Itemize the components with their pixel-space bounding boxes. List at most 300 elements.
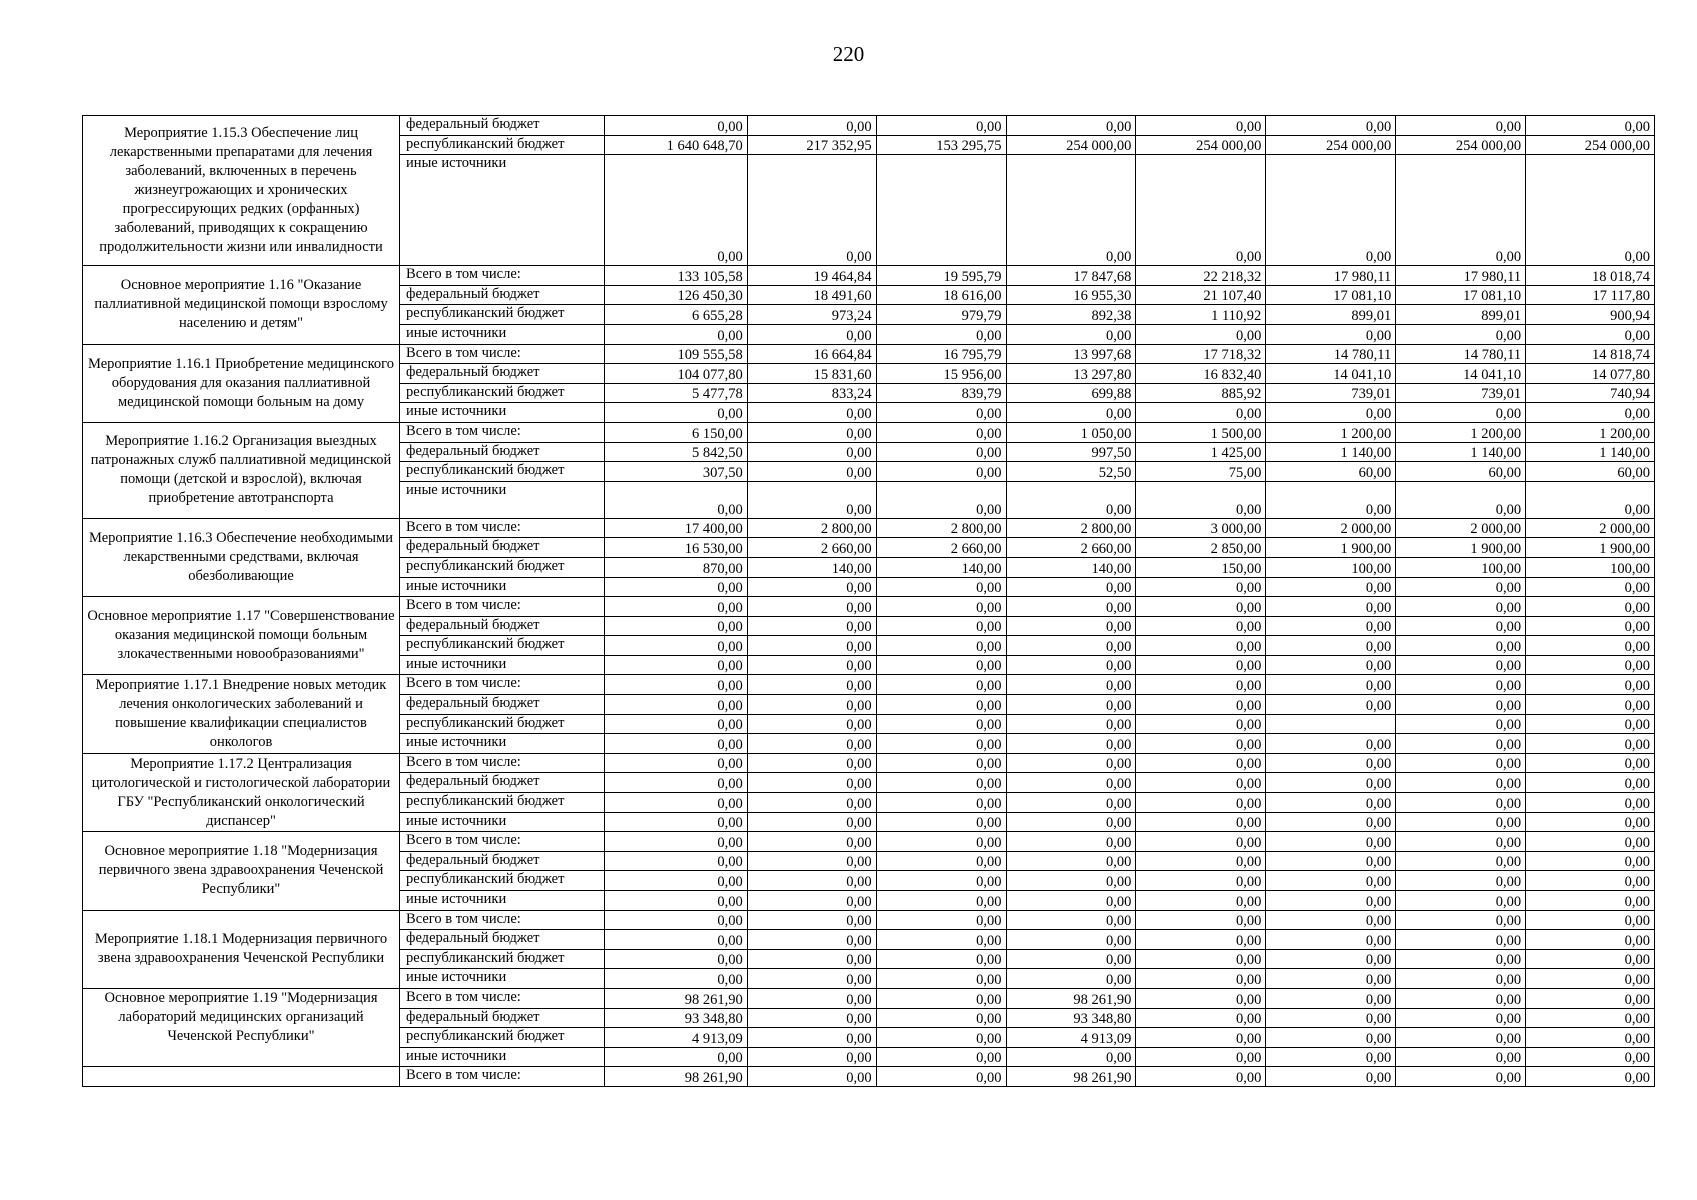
- amount-cell: 0,00: [747, 1067, 876, 1087]
- amount-cell: 0,00: [1136, 851, 1266, 871]
- amount-cell: 0,00: [747, 462, 876, 482]
- amount-cell: 22 218,32: [1136, 266, 1266, 286]
- amount-cell: 1 500,00: [1136, 422, 1266, 442]
- amount-cell: 0,00: [604, 616, 747, 636]
- amount-cell: 133 105,58: [604, 266, 747, 286]
- activity-name-cell: Основное мероприятие 1.16 "Оказание паллиативной медицинской помощи взрослому населению и детям": [83, 266, 400, 344]
- amount-cell: 307,50: [604, 462, 747, 482]
- amount-cell: 0,00: [604, 969, 747, 989]
- amount-cell: 0,00: [1136, 577, 1266, 597]
- amount-cell: 0,00: [1396, 1008, 1526, 1028]
- amount-cell: 0,00: [1526, 577, 1655, 597]
- amount-cell: 14 041,10: [1266, 364, 1396, 384]
- amount-cell: 0,00: [876, 675, 1006, 695]
- amount-cell: 98 261,90: [1006, 988, 1136, 1008]
- amount-cell: 0,00: [604, 793, 747, 813]
- amount-cell: 2 660,00: [1006, 538, 1136, 558]
- amount-cell: 0,00: [1006, 851, 1136, 871]
- amount-cell: 14 780,11: [1266, 344, 1396, 364]
- activity-name-cell: Мероприятие 1.15.3 Обеспечение лиц лекарственными препаратами для лечения заболеваний, включенных в перечень жизнеугрожающих и хронических прогрессирующих редких (орфанных) заболеваний, приводящих к сокращению продолжительности жизни или инвалидности: [83, 116, 400, 266]
- funding-source-cell: федеральный бюджет: [400, 616, 605, 636]
- amount-cell: 1 640 648,70: [604, 135, 747, 155]
- amount-cell: 0,00: [1136, 636, 1266, 656]
- amount-cell: 0,00: [747, 116, 876, 136]
- amount-cell: 0,00: [1526, 636, 1655, 656]
- amount-cell: 0,00: [1396, 155, 1526, 266]
- amount-cell: 0,00: [1526, 793, 1655, 813]
- amount-cell: 0,00: [876, 773, 1006, 793]
- amount-cell: 0,00: [1006, 655, 1136, 675]
- amount-cell: 0,00: [1266, 636, 1396, 656]
- amount-cell: 0,00: [747, 891, 876, 911]
- amount-cell: 60,00: [1526, 462, 1655, 482]
- amount-cell: 0,00: [1396, 753, 1526, 773]
- amount-cell: 739,01: [1266, 383, 1396, 403]
- amount-cell: 0,00: [1266, 1067, 1396, 1087]
- amount-cell: 0,00: [1526, 714, 1655, 734]
- activity-name-cell: Мероприятие 1.18.1 Модернизация первичного звена здравоохранения Чеченской Республики: [83, 910, 400, 988]
- amount-cell: 0,00: [747, 403, 876, 423]
- amount-cell: 4 913,09: [1006, 1028, 1136, 1048]
- funding-source-cell: федеральный бюджет: [400, 442, 605, 462]
- amount-cell: 0,00: [1136, 949, 1266, 969]
- amount-cell: 0,00: [876, 910, 1006, 930]
- amount-cell: 900,94: [1526, 305, 1655, 325]
- amount-cell: 0,00: [1526, 773, 1655, 793]
- amount-cell: 0,00: [876, 891, 1006, 911]
- amount-cell: 0,00: [876, 616, 1006, 636]
- amount-cell: 899,01: [1396, 305, 1526, 325]
- amount-cell: 1 900,00: [1266, 538, 1396, 558]
- amount-cell: 739,01: [1396, 383, 1526, 403]
- amount-cell: 0,00: [1526, 616, 1655, 636]
- amount-cell: 100,00: [1396, 557, 1526, 577]
- amount-cell: 0,00: [1006, 481, 1136, 518]
- amount-cell: 0,00: [1526, 969, 1655, 989]
- amount-cell: 16 530,00: [604, 538, 747, 558]
- amount-cell: 14 780,11: [1396, 344, 1526, 364]
- amount-cell: 98 261,90: [1006, 1067, 1136, 1087]
- amount-cell: 0,00: [1526, 832, 1655, 852]
- amount-cell: 3 000,00: [1136, 518, 1266, 538]
- amount-cell: 0,00: [604, 636, 747, 656]
- table-body: [83, 116, 1655, 1087]
- amount-cell: 0,00: [604, 734, 747, 754]
- amount-cell: 109 555,58: [604, 344, 747, 364]
- amount-cell: 0,00: [1006, 930, 1136, 950]
- table-row: [83, 1067, 1655, 1087]
- amount-cell: 52,50: [1006, 462, 1136, 482]
- amount-cell: 0,00: [1136, 969, 1266, 989]
- amount-cell: 17 081,10: [1396, 285, 1526, 305]
- amount-cell: 0,00: [747, 832, 876, 852]
- funding-source-cell: федеральный бюджет: [400, 1008, 605, 1028]
- amount-cell: 0,00: [747, 675, 876, 695]
- amount-cell: 0,00: [876, 116, 1006, 136]
- amount-cell: 0,00: [1136, 116, 1266, 136]
- amount-cell: 1 900,00: [1526, 538, 1655, 558]
- amount-cell: 0,00: [1136, 155, 1266, 266]
- amount-cell: 0,00: [1396, 116, 1526, 136]
- amount-cell: 0,00: [876, 403, 1006, 423]
- amount-cell: 0,00: [604, 695, 747, 715]
- amount-cell: 0,00: [1396, 988, 1526, 1008]
- amount-cell: 0,00: [1006, 832, 1136, 852]
- amount-cell: 1 900,00: [1396, 538, 1526, 558]
- amount-cell: 0,00: [1006, 616, 1136, 636]
- amount-cell: 0,00: [604, 851, 747, 871]
- amount-cell: 15 831,60: [747, 364, 876, 384]
- amount-cell: 0,00: [876, 695, 1006, 715]
- amount-cell: 0,00: [747, 577, 876, 597]
- amount-cell: 0,00: [1136, 753, 1266, 773]
- amount-cell: 0,00: [1136, 714, 1266, 734]
- amount-cell: 892,38: [1006, 305, 1136, 325]
- amount-cell: 217 352,95: [747, 135, 876, 155]
- funding-source-cell: иные источники: [400, 891, 605, 911]
- amount-cell: 0,00: [747, 655, 876, 675]
- amount-cell: 0,00: [604, 403, 747, 423]
- amount-cell: 0,00: [876, 988, 1006, 1008]
- amount-cell: 0,00: [1526, 1008, 1655, 1028]
- amount-cell: 0,00: [1526, 1028, 1655, 1048]
- amount-cell: 0,00: [747, 324, 876, 344]
- amount-cell: 0,00: [747, 871, 876, 891]
- amount-cell: 0,00: [1526, 655, 1655, 675]
- amount-cell: 0,00: [1006, 949, 1136, 969]
- table-row: [83, 597, 1655, 617]
- amount-cell: 0,00: [747, 949, 876, 969]
- amount-cell: 0,00: [1396, 403, 1526, 423]
- amount-cell: 0,00: [1006, 891, 1136, 911]
- page-number: 220: [832, 42, 865, 66]
- amount-cell: 0,00: [604, 812, 747, 832]
- amount-cell: 0,00: [1006, 734, 1136, 754]
- amount-cell: 0,00: [747, 695, 876, 715]
- amount-cell: 0,00: [1266, 616, 1396, 636]
- amount-cell: 0,00: [747, 1008, 876, 1028]
- amount-cell: 0,00: [1006, 403, 1136, 423]
- amount-cell: 0,00: [1136, 481, 1266, 518]
- amount-cell: 60,00: [1266, 462, 1396, 482]
- amount-cell: 0,00: [1006, 714, 1136, 734]
- amount-cell: 0,00: [604, 714, 747, 734]
- funding-source-cell: федеральный бюджет: [400, 851, 605, 871]
- funding-source-cell: иные источники: [400, 734, 605, 754]
- amount-cell: 0,00: [1006, 116, 1136, 136]
- amount-cell: 0,00: [604, 116, 747, 136]
- amount-cell: 0,00: [1136, 597, 1266, 617]
- amount-cell: 0,00: [1136, 403, 1266, 423]
- amount-cell: 16 664,84: [747, 344, 876, 364]
- amount-cell: 0,00: [876, 1067, 1006, 1087]
- amount-cell: 0,00: [1136, 734, 1266, 754]
- amount-cell: 0,00: [1396, 910, 1526, 930]
- amount-cell: 0,00: [1266, 773, 1396, 793]
- amount-cell: 0,00: [1396, 714, 1526, 734]
- amount-cell: 0,00: [1526, 930, 1655, 950]
- funding-source-cell: Всего в том числе:: [400, 910, 605, 930]
- amount-cell: 0,00: [747, 616, 876, 636]
- amount-cell: 0,00: [1396, 1028, 1526, 1048]
- funding-source-cell: Всего в том числе:: [400, 675, 605, 695]
- amount-cell: 0,00: [1266, 988, 1396, 1008]
- amount-cell: 0,00: [876, 324, 1006, 344]
- amount-cell: 0,00: [1136, 675, 1266, 695]
- amount-cell: 0,00: [876, 1008, 1006, 1028]
- amount-cell: 0,00: [876, 1028, 1006, 1048]
- funding-source-cell: Всего в том числе:: [400, 422, 605, 442]
- funding-source-cell: иные источники: [400, 1047, 605, 1067]
- amount-cell: 0,00: [876, 734, 1006, 754]
- amount-cell: 0,00: [1006, 812, 1136, 832]
- amount-cell: 16 955,30: [1006, 285, 1136, 305]
- amount-cell: 0,00: [1266, 675, 1396, 695]
- table-row: [83, 518, 1655, 538]
- amount-cell: 0,00: [1526, 1047, 1655, 1067]
- amount-cell: 0,00: [747, 597, 876, 617]
- amount-cell: 0,00: [1526, 324, 1655, 344]
- amount-cell: 0,00: [604, 655, 747, 675]
- funding-source-cell: республиканский бюджет: [400, 949, 605, 969]
- amount-cell: 100,00: [1526, 557, 1655, 577]
- funding-source-cell: республиканский бюджет: [400, 135, 605, 155]
- amount-cell: 870,00: [604, 557, 747, 577]
- amount-cell: 0,00: [876, 871, 1006, 891]
- table-row: [83, 116, 1655, 136]
- amount-cell: 0,00: [1266, 949, 1396, 969]
- amount-cell: 0,00: [1006, 695, 1136, 715]
- amount-cell: 833,24: [747, 383, 876, 403]
- amount-cell: 0,00: [1136, 1047, 1266, 1067]
- funding-source-cell: республиканский бюджет: [400, 305, 605, 325]
- amount-cell: 18 491,60: [747, 285, 876, 305]
- amount-cell: 0,00: [747, 155, 876, 266]
- amount-cell: 16 832,40: [1136, 364, 1266, 384]
- amount-cell: 0,00: [1526, 155, 1655, 266]
- amount-cell: 0,00: [1526, 116, 1655, 136]
- amount-cell: 0,00: [1266, 655, 1396, 675]
- amount-cell: 1 200,00: [1526, 422, 1655, 442]
- amount-cell: 14 041,10: [1396, 364, 1526, 384]
- amount-cell: 0,00: [747, 793, 876, 813]
- amount-cell: 0,00: [1396, 695, 1526, 715]
- amount-cell: 0,00: [1136, 871, 1266, 891]
- table-row: [83, 832, 1655, 852]
- funding-source-cell: Всего в том числе:: [400, 266, 605, 286]
- amount-cell: 0,00: [747, 442, 876, 462]
- amount-cell: 0,00: [1396, 597, 1526, 617]
- funding-source-cell: иные источники: [400, 481, 605, 518]
- amount-cell: 0,00: [1526, 949, 1655, 969]
- amount-cell: 19 595,79: [876, 266, 1006, 286]
- funding-source-cell: федеральный бюджет: [400, 773, 605, 793]
- funding-source-cell: республиканский бюджет: [400, 714, 605, 734]
- amount-cell: 0,00: [1136, 1028, 1266, 1048]
- amount-cell: 100,00: [1266, 557, 1396, 577]
- amount-cell: 699,88: [1006, 383, 1136, 403]
- amount-cell: 0,00: [876, 969, 1006, 989]
- amount-cell: 0,00: [604, 577, 747, 597]
- amount-cell: 0,00: [1526, 753, 1655, 773]
- amount-cell: 13 997,68: [1006, 344, 1136, 364]
- amount-cell: 6 150,00: [604, 422, 747, 442]
- funding-source-cell: иные источники: [400, 969, 605, 989]
- amount-cell: 0,00: [1266, 1028, 1396, 1048]
- amount-cell: 254 000,00: [1006, 135, 1136, 155]
- amount-cell: 0,00: [1006, 1047, 1136, 1067]
- amount-cell: 0,00: [1396, 675, 1526, 695]
- amount-cell: 0,00: [604, 930, 747, 950]
- funding-source-cell: иные источники: [400, 324, 605, 344]
- funding-source-cell: федеральный бюджет: [400, 538, 605, 558]
- amount-cell: 14 818,74: [1526, 344, 1655, 364]
- amount-cell: 0,00: [1006, 675, 1136, 695]
- amount-cell: 839,79: [876, 383, 1006, 403]
- amount-cell: 254 000,00: [1396, 135, 1526, 155]
- amount-cell: 1 140,00: [1266, 442, 1396, 462]
- amount-cell: 973,24: [747, 305, 876, 325]
- funding-source-cell: иные источники: [400, 155, 605, 266]
- amount-cell: 0,00: [876, 481, 1006, 518]
- amount-cell: 19 464,84: [747, 266, 876, 286]
- amount-cell: 13 297,80: [1006, 364, 1136, 384]
- funding-source-cell: федеральный бюджет: [400, 930, 605, 950]
- amount-cell: 2 800,00: [876, 518, 1006, 538]
- amount-cell: 0,00: [876, 930, 1006, 950]
- amount-cell: 0,00: [604, 324, 747, 344]
- amount-cell: 18 616,00: [876, 285, 1006, 305]
- amount-cell: 0,00: [1266, 597, 1396, 617]
- amount-cell: [876, 155, 1006, 266]
- funding-source-cell: республиканский бюджет: [400, 557, 605, 577]
- activity-name-cell: Мероприятие 1.16.2 Организация выездных патронажных служб паллиативной медицинской помощи (детской и взрослой), включая приобретение автотранспорта: [83, 422, 400, 518]
- amount-cell: 0,00: [747, 1028, 876, 1048]
- amount-cell: 0,00: [1136, 910, 1266, 930]
- amount-cell: 0,00: [1006, 636, 1136, 656]
- funding-source-cell: федеральный бюджет: [400, 285, 605, 305]
- amount-cell: 2 000,00: [1396, 518, 1526, 538]
- amount-cell: 1 425,00: [1136, 442, 1266, 462]
- funding-source-cell: республиканский бюджет: [400, 462, 605, 482]
- amount-cell: 0,00: [604, 675, 747, 695]
- amount-cell: 15 956,00: [876, 364, 1006, 384]
- amount-cell: 0,00: [1266, 753, 1396, 773]
- amount-cell: 0,00: [1266, 891, 1396, 911]
- amount-cell: 0,00: [876, 1047, 1006, 1067]
- amount-cell: 2 800,00: [1006, 518, 1136, 538]
- funding-source-cell: Всего в том числе:: [400, 1067, 605, 1087]
- amount-cell: 0,00: [1136, 1008, 1266, 1028]
- amount-cell: 0,00: [1006, 910, 1136, 930]
- amount-cell: 2 660,00: [747, 538, 876, 558]
- amount-cell: 0,00: [1006, 969, 1136, 989]
- amount-cell: 18 018,74: [1526, 266, 1655, 286]
- amount-cell: 1 110,92: [1136, 305, 1266, 325]
- amount-cell: 17 117,80: [1526, 285, 1655, 305]
- amount-cell: 0,00: [876, 442, 1006, 462]
- activity-name-cell: Основное мероприятие 1.18 "Модернизация первичного звена здравоохранения Чеченской Республики": [83, 832, 400, 910]
- activity-name-cell: [83, 1067, 400, 1087]
- amount-cell: 0,00: [876, 577, 1006, 597]
- amount-cell: 0,00: [1396, 871, 1526, 891]
- table-row: [83, 675, 1655, 695]
- amount-cell: 0,00: [1266, 832, 1396, 852]
- amount-cell: 0,00: [1136, 695, 1266, 715]
- amount-cell: 0,00: [747, 969, 876, 989]
- amount-cell: 17 081,10: [1266, 285, 1396, 305]
- amount-cell: 0,00: [1266, 403, 1396, 423]
- amount-cell: 0,00: [1266, 851, 1396, 871]
- amount-cell: 0,00: [876, 793, 1006, 813]
- amount-cell: 0,00: [1266, 930, 1396, 950]
- amount-cell: 0,00: [604, 949, 747, 969]
- amount-cell: 98 261,90: [604, 1067, 747, 1087]
- amount-cell: 0,00: [1266, 155, 1396, 266]
- funding-source-cell: иные источники: [400, 655, 605, 675]
- table-row: [83, 988, 1655, 1008]
- amount-cell: 2 800,00: [747, 518, 876, 538]
- amount-cell: 0,00: [1396, 793, 1526, 813]
- amount-cell: 4 913,09: [604, 1028, 747, 1048]
- amount-cell: 1 140,00: [1526, 442, 1655, 462]
- funding-source-cell: федеральный бюджет: [400, 364, 605, 384]
- amount-cell: 0,00: [1526, 910, 1655, 930]
- amount-cell: 0,00: [1396, 851, 1526, 871]
- amount-cell: 75,00: [1136, 462, 1266, 482]
- amount-cell: 0,00: [1266, 577, 1396, 597]
- amount-cell: 0,00: [604, 597, 747, 617]
- amount-cell: 0,00: [747, 988, 876, 1008]
- amount-cell: 0,00: [604, 481, 747, 518]
- amount-cell: 0,00: [1006, 753, 1136, 773]
- amount-cell: 0,00: [1526, 988, 1655, 1008]
- amount-cell: 0,00: [1006, 773, 1136, 793]
- funding-source-cell: Всего в том числе:: [400, 832, 605, 852]
- amount-cell: 0,00: [1266, 324, 1396, 344]
- amount-cell: 5 477,78: [604, 383, 747, 403]
- table-row: [83, 910, 1655, 930]
- amount-cell: 0,00: [1136, 812, 1266, 832]
- funding-source-cell: Всего в том числе:: [400, 988, 605, 1008]
- amount-cell: 0,00: [1136, 891, 1266, 911]
- amount-cell: 0,00: [1526, 597, 1655, 617]
- amount-cell: 0,00: [747, 481, 876, 518]
- amount-cell: 979,79: [876, 305, 1006, 325]
- amount-cell: 0,00: [604, 891, 747, 911]
- amount-cell: 0,00: [1396, 655, 1526, 675]
- amount-cell: 0,00: [1266, 910, 1396, 930]
- amount-cell: 16 795,79: [876, 344, 1006, 364]
- table-row: [83, 422, 1655, 442]
- funding-source-cell: Всего в том числе:: [400, 518, 605, 538]
- amount-cell: 6 655,28: [604, 305, 747, 325]
- amount-cell: 0,00: [1136, 616, 1266, 636]
- amount-cell: 0,00: [747, 812, 876, 832]
- amount-cell: 0,00: [1396, 969, 1526, 989]
- amount-cell: 0,00: [876, 753, 1006, 773]
- amount-cell: 104 077,80: [604, 364, 747, 384]
- amount-cell: 0,00: [1266, 812, 1396, 832]
- amount-cell: 0,00: [747, 714, 876, 734]
- amount-cell: 0,00: [747, 636, 876, 656]
- amount-cell: 0,00: [1266, 116, 1396, 136]
- amount-cell: 0,00: [1396, 616, 1526, 636]
- activity-name-cell: Мероприятие 1.16.1 Приобретение медицинского оборудования для оказания паллиативной медицинской помощи больным на дому: [83, 344, 400, 422]
- amount-cell: 0,00: [876, 851, 1006, 871]
- funding-source-cell: республиканский бюджет: [400, 871, 605, 891]
- amount-cell: 150,00: [1136, 557, 1266, 577]
